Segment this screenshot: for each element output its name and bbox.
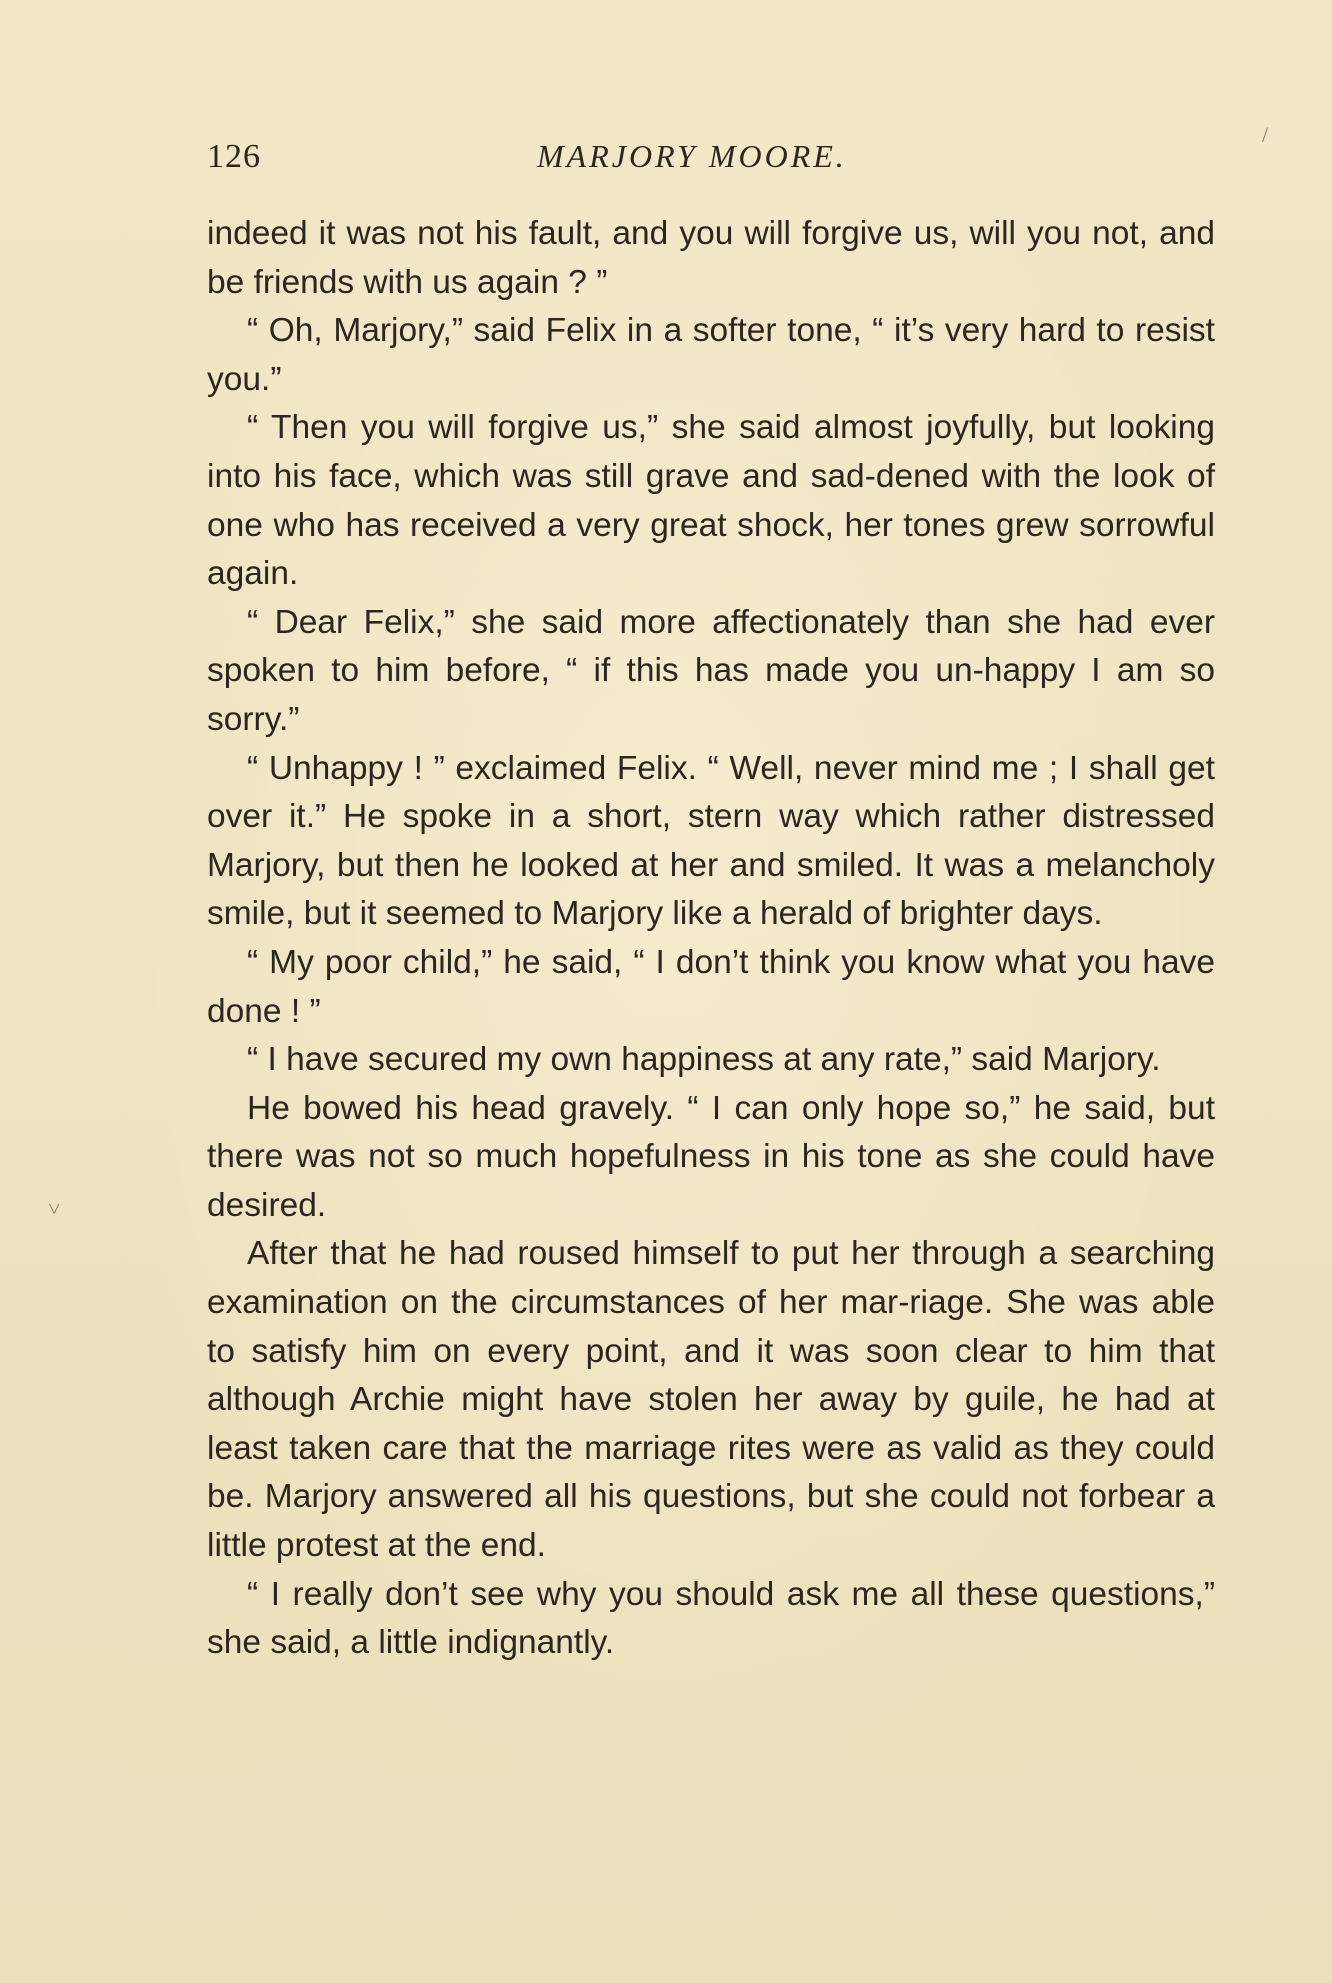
running-title: MARJORY MOORE. [537,138,847,174]
stray-mark: / [1262,122,1269,147]
paragraph: “ I have secured my own happiness at any rate,” said Marjory. [247,1041,1161,1079]
paragraph: After that he had roused himself to put her through a searching examination on the circumstances of her mar-riage. She was able to satisfy him on every point, and it was soon clear to him that although Archie might have stolen her away by guile, he had at least taken care that the marriage rites were as valid as they could be. Marjory answered all his questions, but she could not forbear a little protest at the end. [207,1235,1215,1565]
paragraph: “ I really don’t see why you should ask me all these questions,” she said, a little indignantly. [207,1575,1215,1662]
paragraph: He bowed his head gravely. “ I can only hope so,” he said, but there was not so much hopefulness in his tone as she could have desired. [207,1089,1215,1224]
paragraph: “ Oh, Marjory,” said Felix in a softer tone, “ it’s very hard to resist you.” [207,312,1215,398]
running-head [207,138,1217,188]
page-number: 126 [207,138,261,175]
paragraph: “ My poor child,” he said, “ I don’t think you know what you have done ! ” [207,943,1215,1030]
paragraph: “ Then you will forgive us,” she said almost joyfully, but looking into his face, which was still grave and sad-dened with the look of one who has received a very great shock, her tones grew sorrowful again. [207,409,1215,593]
body-text [207,210,1215,1668]
paragraph: “ Dear Felix,” she said more affectionately than she had ever spoken to him before, “ if this has made you un-happy I am so sorry.” [207,603,1215,738]
paragraph: indeed it was not his fault, and you will forgive us, will you not, and be friends with us again ? ” [207,215,1215,301]
stray-mark: ˅ [48,1196,61,1221]
paragraph: “ Unhappy ! ” exclaimed Felix. “ Well, never mind me ; I shall get over it.” He spoke in a short, stern way which rather distressed Marjory, but then he looked at her and smiled. It was a melancholy smile, but it seemed to Marjory like a herald of brighter days. [207,749,1215,933]
